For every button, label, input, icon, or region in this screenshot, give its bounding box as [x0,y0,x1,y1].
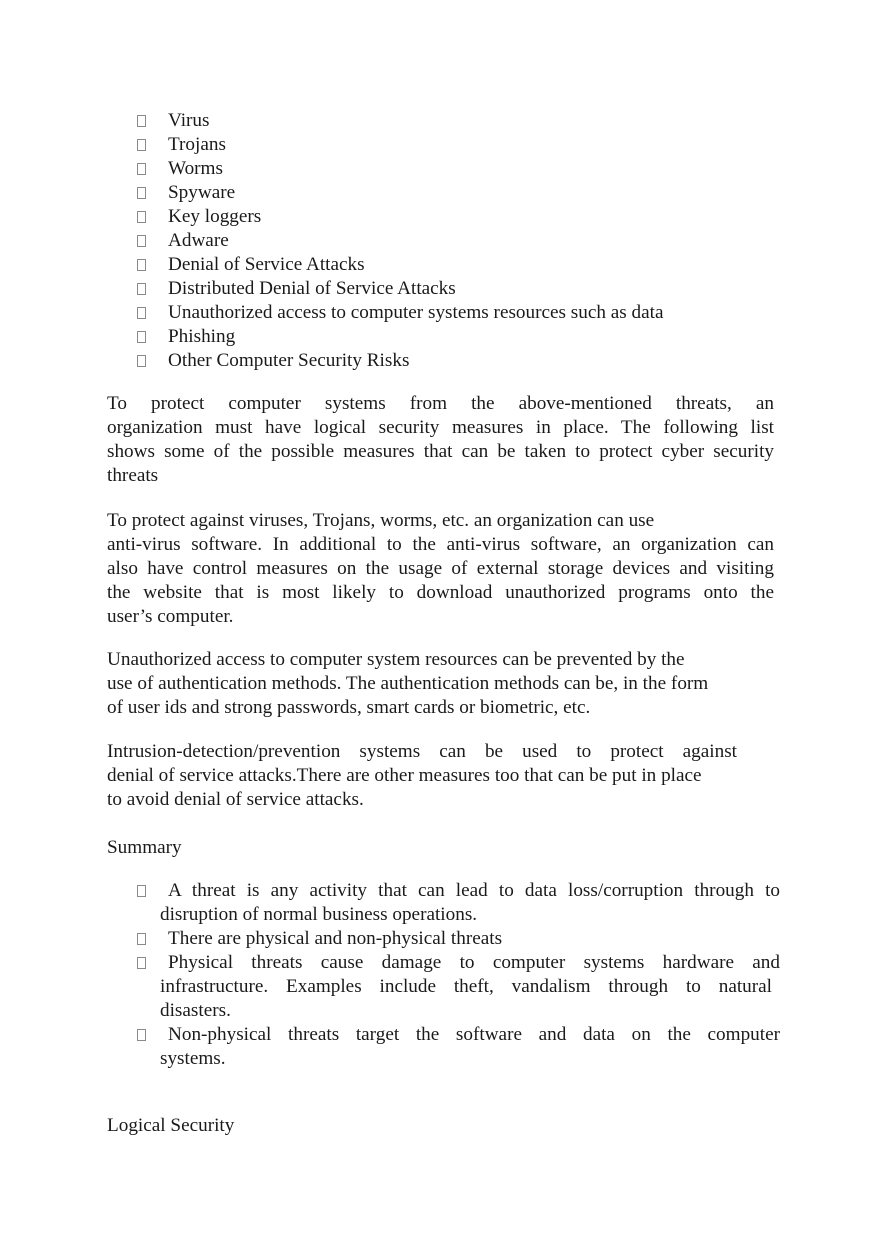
list-item [0,133,880,157]
paragraph-line: Intrusion-detection/prevention systems can be used to protect against [107,741,737,762]
list-item-line: infrastructure. Examples include theft, vandalism through to natural [160,976,772,997]
bullet-box-icon [137,283,146,295]
bullet-box-icon [137,933,146,945]
list-item [0,301,880,325]
paragraph-line: To protect computer systems from the above-mentioned threats, an [107,393,774,414]
list-item-text [160,927,780,951]
list-item-line: Non-physical threats target the software and data on the computer [168,1024,780,1045]
list-item [0,109,880,133]
list-item [0,951,880,1023]
list-item-text: Adware [168,230,229,251]
list-item [0,181,880,205]
paragraph-line: threats [107,465,159,486]
list-item [0,927,880,951]
list-item-text: Worms [168,158,223,179]
bullet-box-icon [137,1029,146,1041]
list-item-text [160,951,780,1023]
list-item-text: Trojans [168,134,226,155]
list-item [0,879,880,927]
list-item-line: A threat is any activity that can lead to data loss/corruption through to [168,880,780,901]
list-item-text: Denial of Service Attacks [168,254,365,275]
list-item [0,349,880,373]
bullet-box-icon [137,211,146,223]
paragraph-line: organization must have logical security measures in place. The following list [107,417,774,438]
bullet-box-icon [137,957,146,969]
list-item-line: disasters. [160,1000,231,1021]
summary-heading: Summary [107,837,182,858]
list-item [0,205,880,229]
paragraph-line: the website that is most likely to download unauthorized programs onto the [107,582,774,603]
list-item [0,157,880,181]
paragraph-line: to avoid denial of service attacks. [107,789,364,810]
paragraph-line: use of authentication methods. The authentication methods can be, in the form [107,673,709,694]
list-item-text: Spyware [168,182,236,203]
list-item [0,253,880,277]
list-item-text: Key loggers [168,206,262,227]
paragraph-line: user’s computer. [107,606,234,627]
bullet-box-icon [137,115,146,127]
access-paragraph [107,648,774,720]
paragraph-line: shows some of the possible measures that can be taken to protect cyber security [107,441,774,462]
threat-list [0,109,880,373]
list-item-text [160,1023,780,1071]
list-item [0,229,880,253]
list-item-text: Distributed Denial of Service Attacks [168,278,456,299]
bullet-box-icon [137,355,146,367]
bullet-box-icon [137,331,146,343]
paragraph-line: To protect against viruses, Trojans, worms, etc. an organization can use [107,510,655,531]
paragraph-line: denial of service attacks.There are other measures too that can be put in place [107,765,702,786]
list-item [0,1023,880,1071]
paragraph-line: of user ids and strong passwords, smart cards or biometric, etc. [107,697,591,718]
intrusion-paragraph [107,740,737,812]
paragraph-line: also have control measures on the usage of external storage devices and visiting [107,558,774,579]
bullet-box-icon [137,163,146,175]
bullet-box-icon [137,187,146,199]
antivirus-paragraph [107,509,774,629]
bullet-box-icon [137,235,146,247]
list-item-text: Phishing [168,326,236,347]
logical-security-heading: Logical Security [107,1115,235,1136]
paragraph-line: anti-virus software. In additional to the anti-virus software, an organization can [107,534,774,555]
list-item-line: disruption of normal business operations. [160,904,478,925]
bullet-box-icon [137,307,146,319]
list-item-text: Unauthorized access to computer systems resources such as data [168,302,664,323]
list-item-line: Physical threats cause damage to computer systems hardware and [168,952,780,973]
list-item [0,277,880,301]
summary-list [0,879,880,1071]
bullet-box-icon [137,885,146,897]
list-item-line: There are physical and non-physical threats [168,928,503,949]
paragraph-line: Unauthorized access to computer system resources can be prevented by the [107,649,685,670]
list-item [0,325,880,349]
bullet-box-icon [137,139,146,151]
list-item-text: Virus [168,110,210,131]
list-item-line: systems. [160,1048,226,1069]
list-item-text: Other Computer Security Risks [168,350,410,371]
list-item-text [160,879,780,927]
intro-paragraph [107,392,774,488]
bullet-box-icon [137,259,146,271]
